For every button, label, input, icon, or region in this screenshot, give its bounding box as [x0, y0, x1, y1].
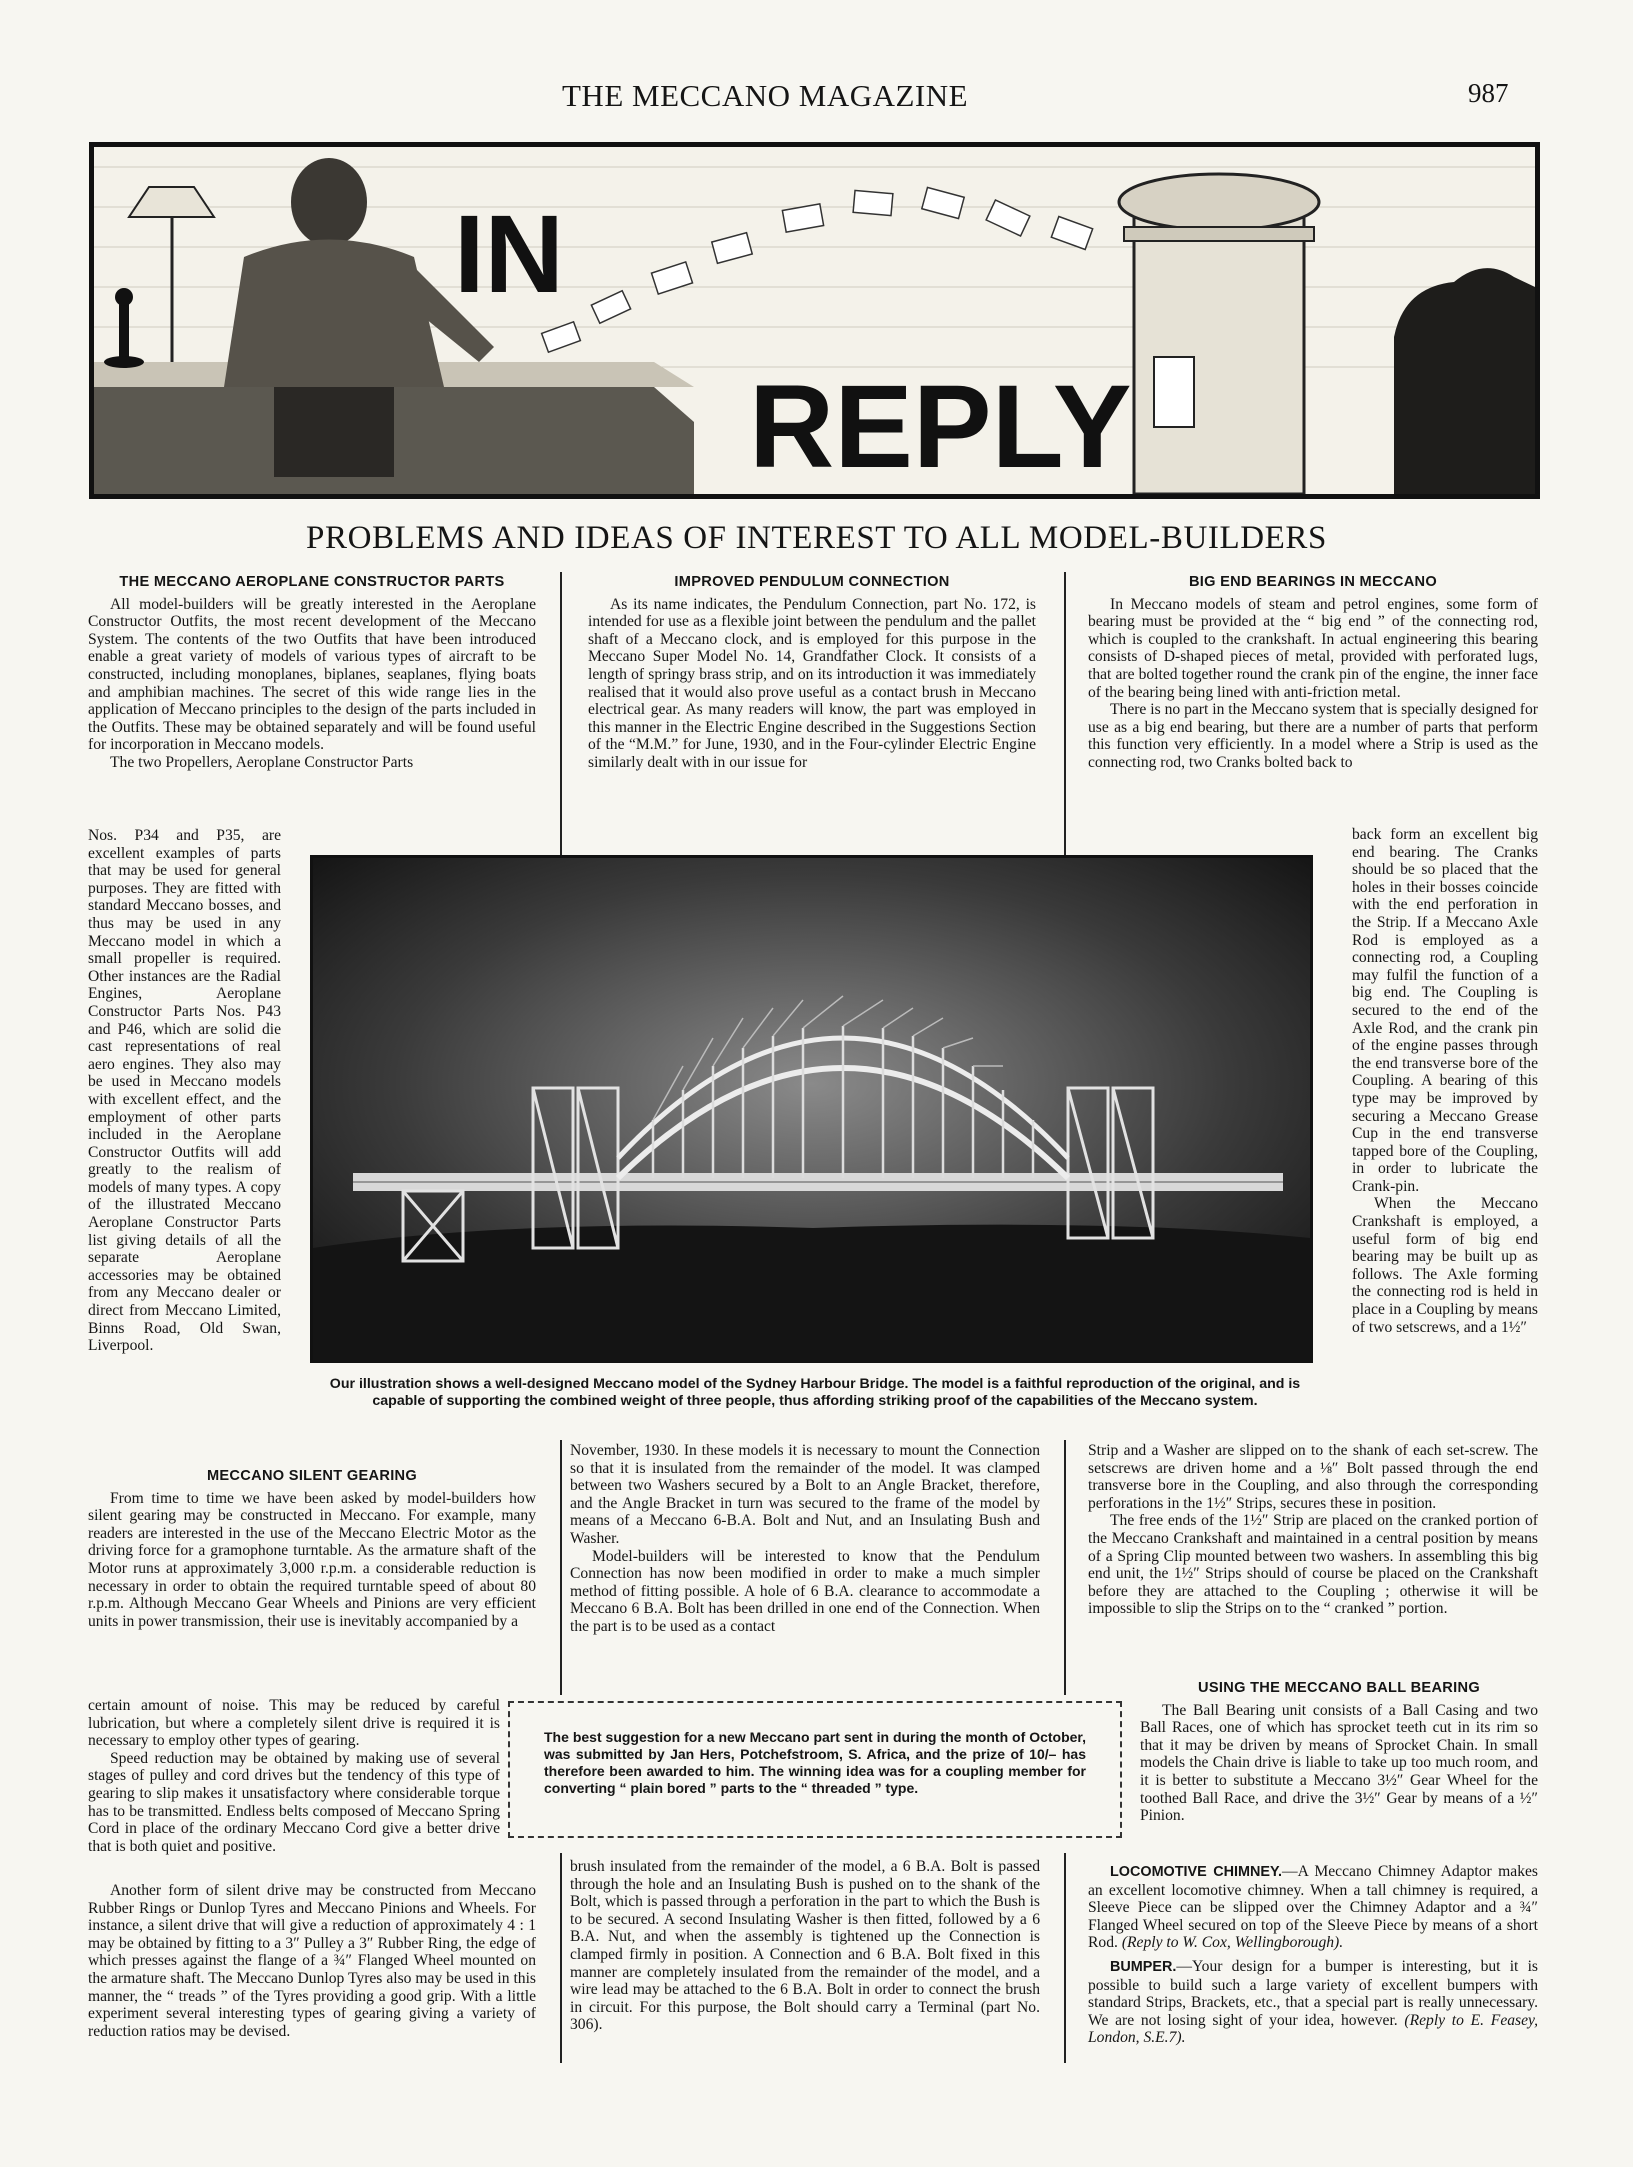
column-rule — [560, 1853, 562, 2063]
bridge-illustration — [313, 858, 1310, 1360]
paragraph: The Ball Bearing unit consists of a Ball Casing and two Ball Races, one of which has sprocket teeth cut in its rim so that it may be driven by means of Sprocket Chain. In small models the Chain drive is liable to take up too much room, and it is better to substitute a Meccano 3½″ Gear Wheel for the toothed Ball Race, and drive the 3½″ Gear by means of a ½″ Pinion. — [1140, 1701, 1538, 1825]
paragraph: Another form of silent drive may be constructed from Meccano Rubber Rings or Dunlop Tyres and Meccano Pinions and Wheels. For instance, a silent drive that will give a reduction of approximately 4 : 1 may be obtained by fitting to a 3″ Pulley a 3″ Rubber Ring, the edge of which presses against the flange of a ¾″ Flanged Wheel mounted on the armature shaft. The Meccano Dunlop Tyres also may be used in this manner, the “ treads ” of the Tyres providing a good grip. With a little experiment several interesting types of gearing giving a variety of reduction ratios may be devised. — [88, 1882, 536, 2040]
paragraph: All model-builders will be greatly interested in the Aeroplane Constructor Outfits, the most recent development of the Meccano System. The contents of the two Outfits that have been introduced enable a great variety of models of various types of aircraft to be constructed, including monoplanes, biplanes, seaplanes, flying boats and amphibian machines. The secret of this wide range lies in the application of Meccano principles to the design of the parts included in the Outfits. These may be obtained separately and will be found useful for incorporation in Meccano models. — [88, 595, 536, 754]
paragraph: From time to time we have been asked by model-builders how silent gearing may be constructed in Meccano. For example, many readers are interested in the use of the Meccano Electric Motor as the driving force for a gramophone turntable. As the armature shaft of the Motor runs at approximately 3,000 r.p.m. a considerable reduction is necessary in order to obtain the required turntable speed of about 80 r.p.m. Although Meccano Gear Wheels and Pinions are very efficient units in power transmission, their use is inevitably accompanied by a — [88, 1489, 536, 1630]
column-1-narrow — [88, 827, 281, 1355]
paragraph: In Meccano models of steam and petrol engines, some form of bearing must be provided at the “ big end ” of the connecting rod, which is coupled to the crankshaft. In actual engineering this bearing consists of D-shaped pieces of metal, provided with perforated lugs, that are bolted together round the crank pin of the engine, the inner face of the bearing being lined with anti-friction metal. — [1088, 595, 1538, 701]
heading-big-end-bearings: BIG END BEARINGS IN MECCANO — [1188, 574, 1438, 590]
column-2-bottom — [570, 1858, 1040, 2034]
bumper-text: —Your design for a bumper is interesting, but it is possible to build such a large variety of excellent bumpers with standard Strips, Brackets, etc., that a special part is really unnecessary. We are not losing sight of your idea, however. — [1088, 1957, 1538, 2029]
column-2-middle — [570, 1442, 1040, 1636]
running-header — [0, 78, 1633, 118]
column-1-end — [88, 1882, 536, 2040]
prize-notice-text: The best suggestion for a new Meccano part sent in during the month of October, was submitted by Jan Hers, Potchefstroom, S. Africa, and the prize of 10/– has therefore been awarded to him. The winning idea was for a coupling member for converting “ plain bored ” parts to the “ threaded ” type. — [544, 1729, 1086, 1796]
column-3-top — [1088, 574, 1538, 772]
column-rule — [1064, 1440, 1066, 1695]
paragraph — [1088, 1958, 1538, 2047]
paragraph: back form an excellent big end bearing. The Cranks should be so placed that the holes in their bosses coincide with the end perforation in the Strip. If a Meccano Axle Rod is employed as a connecting rod, a Coupling may fulfil the function of a big end. The Coupling is secured to the end of the Axle Rod, and the crank pin of the engine passes through the end transverse bore of the Coupling. A bearing of this type may be improved by securing a Meccano Grease Cup in the end transverse tapped bore of the Coupling, in order to lubricate the Crank-pin. — [1352, 826, 1538, 1195]
banner-illustration — [94, 147, 1535, 494]
paragraph: Speed reduction may be obtained by making use of several stages of pulley and cord drives but the tendency of this type of gearing to slip makes it unsatisfactory where considerable torque has to be transmitted. Endless belts composed of Meccano Spring Cord in place of the ordinary Meccano Cord give a better drive that is both quiet and positive. — [88, 1749, 500, 1855]
magazine-title: THE MECCANO MAGAZINE — [562, 78, 969, 113]
column-1-top — [88, 574, 536, 772]
heading-pendulum-connection: IMPROVED PENDULUM CONNECTION — [674, 574, 950, 590]
paragraph: Nos. P34 and P35, are excellent examples of parts that may be used for general purposes. They are fitted with standard Meccano bosses, and thus may be used in any Meccano model in which a small propeller is required. Other instances are the Radial Engines, Aeroplane Constructor Parts Nos. P43 and P46, which are solid die cast representations of real aero engines. They also may be used in Meccano models with excellent effect, and the employment of other parts included in the Aeroplane Constructor Outfits will add greatly to the realism of models of many types. A copy of the illustrated Meccano Aeroplane Constructor Parts list giving details of all the separate Aeroplane accessories may be obtained from any Meccano dealer or direct from Meccano Limited, Binns Road, Old Swan, Liverpool. — [88, 827, 281, 1355]
reply-credit: (Reply to E. Feasey, London, S.E.7). — [1088, 2011, 1538, 2047]
paragraph: certain amount of noise. This may be reduced by careful lubrication, but where a completely silent drive is required it is necessary to employ other types of gearing. — [88, 1697, 500, 1750]
paragraph — [1088, 1863, 1538, 1952]
page-number: 987 — [1468, 78, 1509, 108]
banner-word-reply: REPLY — [749, 361, 1132, 493]
paragraph: Model-builders will be interested to know that the Pendulum Connection has now been modified in order to make a much simpler method of fitting possible. A hole of 6 B.A. clearance to accommodate a Meccano 6 B.A. Bolt has been drilled in one end of the Connection. When the part is to be used as a contact — [570, 1547, 1040, 1635]
bridge-photo — [310, 855, 1313, 1363]
banner-word-in: IN — [454, 193, 564, 316]
paragraph: November, 1930. In these models it is necessary to mount the Connection so that it is insulated from the remainder of the model. It was clamped between two Washers secured by a Bolt to an Angle Bracket, therefore, and the Angle Bracket in turn was secured to the frame of the model by means of a Meccano 6-B.A. Bolt and Nut, and an Insulating Bush and Washer. — [570, 1442, 1040, 1547]
locomotive-chimney-text: —A Meccano Chimney Adaptor makes an excellent locomotive chimney. When a tall chimney is required, a Sleeve Piece can be slipped over the Chimney Adaptor and a ¾″ Flanged Wheel secured on top of the Sleeve Piece by means of a short Rod. — [1088, 1863, 1538, 1952]
heading-aeroplane-parts: THE MECCANO AEROPLANE CONSTRUCTOR PARTS — [119, 574, 505, 590]
column-3-ball-bearing — [1140, 1680, 1538, 1825]
paragraph: As its name indicates, the Pendulum Connection, part No. 172, is intended for use as a flexible joint between the pendulum and the pallet shaft of a Meccano clock, and is employed for this purpose in the Meccano Super Model No. 14, Grandfather Clock. It consists of a length of springy brass strip, and on its introduction it was immediately realised that it would also prove useful as a contact brush in Meccano electrical gear. As many readers will know, the part was employed in this manner in the Electric Engine described in the Suggestions Section of the “M.M.” for June, 1930, and in the Four-cylinder Electric Engine similarly dealt with in our issue for — [588, 595, 1036, 771]
paragraph: brush insulated from the remainder of the model, a 6 B.A. Bolt is passed through the hole and an Insulating Bush is pushed on to the shank of the Bolt, which is passed through a perforation in the part to which the Bush is to be secured. A second Insulating Washer is then fitted, followed by a 6 B.A. Nut, and when the assembly is tightened up the Connection is clamped firmly in position. A Connection and 6 B.A. Bolt fixed in this manner are completely insulated from the remainder of the model, and a wire lead may be attached to the 6 B.A. Bolt in order to connect the brush in circuit. For this purpose, the Bolt should carry a Terminal (part No. 306). — [570, 1858, 1040, 2034]
column-rule — [560, 572, 562, 855]
prize-notice-box — [508, 1701, 1122, 1838]
paragraph: When the Meccano Crankshaft is employed, a useful form of big end bearing may be built up as follows. The Axle forming the connecting rod is held in place in a Coupling by means of two setscrews, and a 1½″ — [1352, 1195, 1538, 1336]
in-reply-banner — [89, 142, 1540, 499]
locomotive-chimney-label: LOCOMOTIVE CHIMNEY. — [1110, 1864, 1282, 1880]
paragraph: Strip and a Washer are slipped on to the shank of each set-screw. The setscrews are driven home and a ⅛″ Bolt passed through the end transverse bore in the Coupling, and also through the corresponding perforations in the 1½″ Strips, secures these in position. — [1088, 1442, 1538, 1512]
bumper-label: BUMPER. — [1110, 1958, 1177, 1975]
column-3-narrow — [1352, 826, 1538, 1336]
column-1-narrow-bottom — [88, 1697, 500, 1855]
photo-caption: Our illustration shows a well-designed Meccano model of the Sydney Harbour Bridge. The model is a faithful reproduction of the original, and is capable of supporting the combined weight of three people, thus affording striking proof of the capabilities of the Meccano system. — [329, 1376, 1301, 1409]
reply-credit: (Reply to W. Cox, Wellingborough). — [1121, 1934, 1344, 1952]
column-1-bottom — [88, 1468, 536, 1630]
paragraph: The free ends of the 1½″ Strip are placed on the cranked portion of the Meccano Crankshaft and maintained in a central position by means of a Spring Clip mounted between two washers. In assembling this big end unit, the 1½″ Strips should of course be placed on the Crankshaft before they are attached to the Coupling ; otherwise it will be impossible to slip the Strips on to the “ cranked ” portion. — [1088, 1512, 1538, 1618]
paragraph: There is no part in the Meccano system that is specially designed for use as a big end bearing, but there are a number of parts that perform this function very efficiently. In a model where a Strip is used as the connecting rod, two Cranks bolted back to — [1088, 701, 1538, 771]
column-2-top — [588, 574, 1036, 772]
heading-ball-bearing: USING THE MECCANO BALL BEARING — [1198, 1680, 1480, 1696]
page-subtitle: PROBLEMS AND IDEAS OF INTEREST TO ALL MODEL-BUILDERS — [306, 520, 1327, 556]
column-3-middle — [1088, 1442, 1538, 1618]
column-rule — [1064, 1853, 1066, 2063]
heading-silent-gearing: MECCANO SILENT GEARING — [206, 1468, 418, 1484]
column-rule — [560, 1440, 562, 1695]
column-3-bottom — [1088, 1863, 1538, 2047]
paragraph: The two Propellers, Aeroplane Constructor Parts — [110, 753, 414, 771]
column-rule — [1064, 572, 1066, 855]
